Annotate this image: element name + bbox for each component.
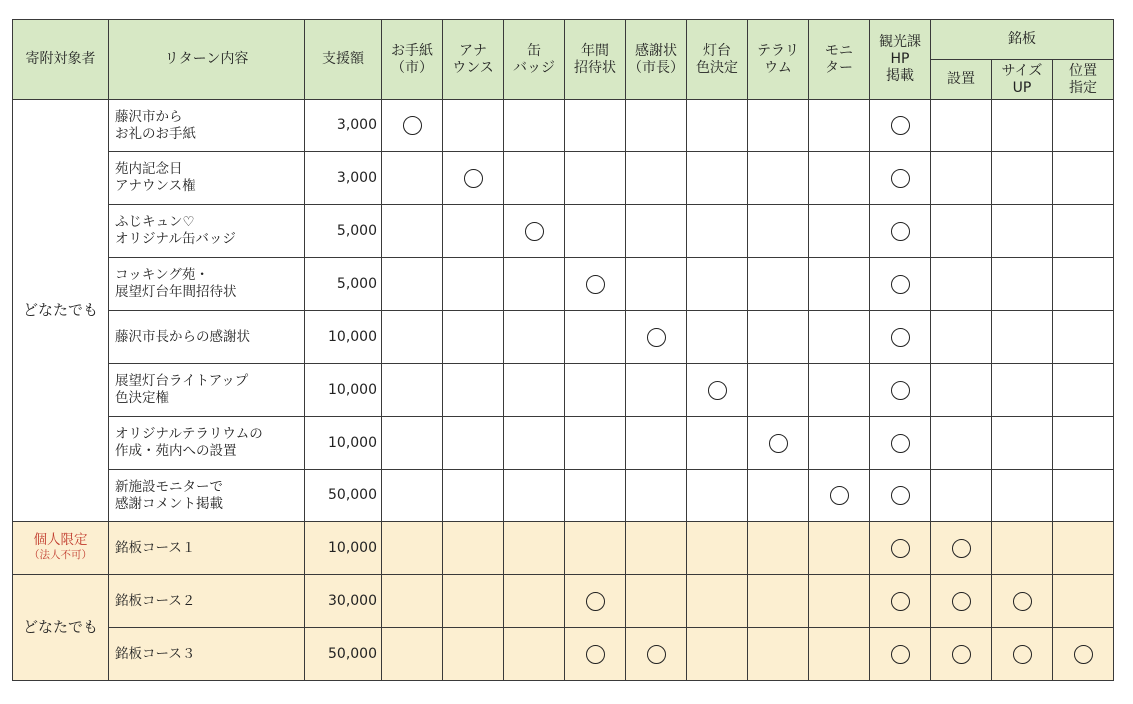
return-line: ふじキュン♡ — [115, 214, 195, 230]
header-plate-install: 設置 — [931, 60, 992, 100]
return-line: 感謝コメント掲載 — [115, 495, 223, 512]
mark-cell — [1053, 575, 1114, 628]
header-terrarium — [748, 20, 809, 100]
header-line: UP — [1012, 79, 1032, 96]
return-line: 展望灯台ライトアップ — [115, 373, 249, 389]
mark-cell — [687, 522, 748, 575]
support-amount: 50,000 — [305, 470, 382, 522]
mark-cell — [748, 628, 809, 681]
support-amount: 50,000 — [305, 628, 382, 681]
mark-cell — [992, 417, 1053, 470]
header-announce — [443, 20, 504, 100]
mark-cell — [992, 470, 1053, 522]
circle-mark-icon — [464, 169, 483, 188]
mark-cell — [870, 258, 931, 311]
mark-cell — [1053, 205, 1114, 258]
mark-cell — [443, 152, 504, 205]
mark-cell — [931, 522, 992, 575]
mark-cell — [382, 364, 443, 417]
table-row — [13, 522, 1114, 575]
mark-cell — [992, 575, 1053, 628]
mark-cell — [504, 628, 565, 681]
mark-cell — [870, 522, 931, 575]
mark-cell — [809, 311, 870, 364]
mark-cell — [809, 364, 870, 417]
mark-cell — [504, 205, 565, 258]
mark-cell — [382, 100, 443, 152]
mark-cell — [809, 100, 870, 152]
header-line: ウンス — [452, 59, 494, 76]
header-certificate — [626, 20, 687, 100]
header-line: 指定 — [1069, 79, 1097, 96]
mark-cell — [626, 205, 687, 258]
mark-cell — [748, 311, 809, 364]
mark-cell — [1053, 522, 1114, 575]
mark-cell — [931, 417, 992, 470]
circle-mark-icon — [1013, 645, 1032, 664]
circle-mark-icon — [647, 645, 666, 664]
circle-mark-icon — [830, 486, 849, 505]
header-line: バッジ — [513, 59, 555, 76]
support-amount: 30,000 — [305, 575, 382, 628]
mark-cell — [870, 205, 931, 258]
return-line: 作成・苑内への設置 — [115, 443, 237, 459]
support-amount: 10,000 — [305, 522, 382, 575]
mark-cell — [565, 417, 626, 470]
mark-cell — [992, 522, 1053, 575]
mark-cell — [565, 628, 626, 681]
header-line: 年間 — [581, 42, 609, 59]
mark-cell — [748, 100, 809, 152]
circle-mark-icon — [891, 222, 910, 241]
mark-cell — [870, 628, 931, 681]
return-content — [109, 522, 305, 575]
header-lighthouse-color — [687, 20, 748, 100]
mark-cell — [504, 100, 565, 152]
header-annual-invite — [565, 20, 626, 100]
table-row — [13, 575, 1114, 628]
mark-cell — [382, 470, 443, 522]
mark-cell — [687, 100, 748, 152]
mark-cell — [504, 470, 565, 522]
mark-cell — [1053, 258, 1114, 311]
return-content — [109, 628, 305, 681]
mark-cell — [1053, 417, 1114, 470]
mark-cell — [687, 205, 748, 258]
table-row — [13, 417, 1114, 470]
group-individual-note: （法人不可） — [29, 549, 92, 561]
mark-cell — [870, 575, 931, 628]
mark-cell — [382, 575, 443, 628]
mark-cell — [748, 364, 809, 417]
header-line: お手紙 — [391, 42, 433, 59]
circle-mark-icon — [891, 645, 910, 664]
mark-cell — [748, 152, 809, 205]
mark-cell — [992, 628, 1053, 681]
mark-cell — [931, 100, 992, 152]
return-table-wrapper — [12, 19, 1114, 681]
header-plate-position — [1053, 60, 1114, 100]
header-line: 招待状 — [574, 59, 616, 76]
mark-cell — [382, 205, 443, 258]
return-content — [109, 364, 305, 417]
mark-cell — [992, 258, 1053, 311]
circle-mark-icon — [952, 539, 971, 558]
return-content — [109, 575, 305, 628]
mark-cell — [931, 364, 992, 417]
mark-cell — [382, 152, 443, 205]
table-row — [13, 470, 1114, 522]
mark-cell — [931, 628, 992, 681]
mark-cell — [931, 258, 992, 311]
mark-cell — [748, 205, 809, 258]
mark-cell — [565, 311, 626, 364]
mark-cell — [565, 258, 626, 311]
mark-cell — [931, 205, 992, 258]
circle-mark-icon — [769, 434, 788, 453]
circle-mark-icon — [891, 434, 910, 453]
header-line: ウム — [764, 59, 792, 76]
mark-cell — [687, 575, 748, 628]
mark-cell — [626, 364, 687, 417]
mark-cell — [382, 522, 443, 575]
mark-cell — [870, 152, 931, 205]
mark-cell — [748, 575, 809, 628]
table-row — [13, 628, 1114, 681]
header-line: 灯台 — [703, 42, 731, 59]
circle-mark-icon — [586, 275, 605, 294]
mark-cell — [626, 258, 687, 311]
header-line: モニ — [825, 42, 853, 59]
header-line: 掲載 — [886, 68, 914, 84]
mark-cell — [992, 364, 1053, 417]
table-row — [13, 364, 1114, 417]
mark-cell — [565, 205, 626, 258]
header-donor: 寄附対象者 — [13, 20, 109, 100]
mark-cell — [992, 205, 1053, 258]
mark-cell — [809, 258, 870, 311]
group-individual-label: 個人限定 — [33, 532, 88, 548]
table-row — [13, 258, 1114, 311]
mark-cell — [748, 417, 809, 470]
mark-cell — [687, 364, 748, 417]
return-content — [109, 205, 305, 258]
mark-cell — [443, 258, 504, 311]
mark-cell — [443, 100, 504, 152]
group-individual — [13, 522, 109, 575]
header-line: テラリ — [757, 42, 799, 59]
mark-cell — [687, 470, 748, 522]
header-plate-size-up — [992, 60, 1053, 100]
mark-cell — [992, 311, 1053, 364]
support-amount: 10,000 — [305, 311, 382, 364]
return-line: コッキング苑・ — [115, 267, 209, 283]
return-line: 展望灯台年間招待状 — [115, 284, 237, 300]
mark-cell — [565, 152, 626, 205]
mark-cell — [443, 628, 504, 681]
mark-cell — [1053, 311, 1114, 364]
mark-cell — [565, 522, 626, 575]
support-amount: 10,000 — [305, 364, 382, 417]
circle-mark-icon — [586, 645, 605, 664]
mark-cell — [504, 364, 565, 417]
mark-cell — [626, 311, 687, 364]
circle-mark-icon — [525, 222, 544, 241]
mark-cell — [443, 205, 504, 258]
header-line: アナ — [459, 42, 487, 59]
return-content — [109, 470, 305, 522]
mark-cell — [870, 364, 931, 417]
header-badge — [504, 20, 565, 100]
return-line: お礼のお手紙 — [115, 125, 196, 142]
group-anyone-plate: どなたでも — [13, 575, 109, 681]
mark-cell — [1053, 470, 1114, 522]
circle-mark-icon — [1013, 592, 1032, 611]
mark-cell — [443, 575, 504, 628]
return-table — [12, 19, 1114, 681]
mark-cell — [1053, 364, 1114, 417]
mark-cell — [626, 522, 687, 575]
return-line: アナウンス権 — [115, 178, 196, 194]
circle-mark-icon — [952, 645, 971, 664]
table-row — [13, 100, 1114, 152]
return-content — [109, 152, 305, 205]
mark-cell — [443, 522, 504, 575]
circle-mark-icon — [891, 592, 910, 611]
mark-cell — [931, 470, 992, 522]
mark-cell — [809, 522, 870, 575]
mark-cell — [687, 152, 748, 205]
header-line: 缶 — [527, 42, 541, 59]
return-content — [109, 258, 305, 311]
mark-cell — [809, 205, 870, 258]
header-line: サイズ — [1001, 62, 1043, 79]
mark-cell — [870, 311, 931, 364]
return-line: 銘板コース３ — [115, 645, 196, 662]
mark-cell — [809, 575, 870, 628]
return-line: 新施設モニターで — [115, 478, 223, 495]
mark-cell — [565, 100, 626, 152]
mark-cell — [931, 311, 992, 364]
circle-mark-icon — [708, 381, 727, 400]
mark-cell — [504, 575, 565, 628]
mark-cell — [565, 470, 626, 522]
header-line: HP — [890, 51, 910, 67]
mark-cell — [748, 522, 809, 575]
mark-cell — [504, 311, 565, 364]
header-line: 位置 — [1069, 62, 1097, 79]
circle-mark-icon — [891, 169, 910, 188]
mark-cell — [870, 417, 931, 470]
header-line: ター — [825, 59, 853, 76]
mark-cell — [1053, 100, 1114, 152]
mark-cell — [504, 522, 565, 575]
return-content — [109, 417, 305, 470]
header-line: 観光課 — [879, 34, 921, 50]
support-amount: 3,000 — [305, 100, 382, 152]
mark-cell — [382, 311, 443, 364]
return-line: 藤沢市長からの感謝状 — [115, 328, 250, 345]
mark-cell — [687, 311, 748, 364]
mark-cell — [809, 470, 870, 522]
mark-cell — [626, 100, 687, 152]
return-line: オリジナル缶バッジ — [115, 231, 236, 247]
support-amount: 3,000 — [305, 152, 382, 205]
header-return: リターン内容 — [109, 20, 305, 100]
mark-cell — [504, 258, 565, 311]
mark-cell — [443, 417, 504, 470]
mark-cell — [687, 417, 748, 470]
circle-mark-icon — [891, 275, 910, 294]
mark-cell — [382, 417, 443, 470]
header-monitor — [809, 20, 870, 100]
mark-cell — [809, 417, 870, 470]
table-row — [13, 311, 1114, 364]
mark-cell — [992, 100, 1053, 152]
table-row — [13, 205, 1114, 258]
mark-cell — [443, 470, 504, 522]
mark-cell — [870, 100, 931, 152]
mark-cell — [1053, 628, 1114, 681]
mark-cell — [504, 417, 565, 470]
mark-cell — [809, 152, 870, 205]
mark-cell — [931, 575, 992, 628]
mark-cell — [626, 628, 687, 681]
mark-cell — [382, 258, 443, 311]
header-tourism-hp — [870, 20, 931, 100]
mark-cell — [443, 364, 504, 417]
return-line: 苑内記念日 — [115, 161, 183, 177]
mark-cell — [748, 258, 809, 311]
circle-mark-icon — [891, 486, 910, 505]
mark-cell — [870, 470, 931, 522]
circle-mark-icon — [586, 592, 605, 611]
return-line: オリジナルテラリウムの — [115, 426, 263, 442]
circle-mark-icon — [1074, 645, 1093, 664]
mark-cell — [382, 628, 443, 681]
circle-mark-icon — [952, 592, 971, 611]
mark-cell — [626, 417, 687, 470]
return-content — [109, 311, 305, 364]
support-amount: 5,000 — [305, 205, 382, 258]
support-amount: 5,000 — [305, 258, 382, 311]
header-line: （市長） — [628, 59, 684, 76]
mark-cell — [687, 258, 748, 311]
circle-mark-icon — [891, 381, 910, 400]
header-line: 感謝状 — [635, 42, 677, 59]
header-line: （市） — [391, 59, 433, 76]
group-anyone: どなたでも — [13, 100, 109, 522]
return-line: 銘板コース１ — [115, 539, 196, 556]
mark-cell — [626, 152, 687, 205]
mark-cell — [565, 575, 626, 628]
support-amount: 10,000 — [305, 417, 382, 470]
mark-cell — [626, 470, 687, 522]
table-row — [13, 152, 1114, 205]
mark-cell — [443, 311, 504, 364]
circle-mark-icon — [403, 116, 422, 135]
header-plate: 銘板 — [931, 20, 1114, 60]
mark-cell — [748, 470, 809, 522]
header-letter — [382, 20, 443, 100]
return-content — [109, 100, 305, 152]
circle-mark-icon — [647, 328, 666, 347]
circle-mark-icon — [891, 328, 910, 347]
mark-cell — [1053, 152, 1114, 205]
mark-cell — [809, 628, 870, 681]
circle-mark-icon — [891, 539, 910, 558]
header-line: 色決定 — [696, 59, 738, 76]
mark-cell — [992, 152, 1053, 205]
return-line: 色決定権 — [115, 390, 169, 406]
mark-cell — [565, 364, 626, 417]
return-line: 銘板コース２ — [115, 592, 196, 609]
mark-cell — [626, 575, 687, 628]
circle-mark-icon — [891, 116, 910, 135]
mark-cell — [504, 152, 565, 205]
mark-cell — [931, 152, 992, 205]
header-amount: 支援額 — [305, 20, 382, 100]
return-line: 藤沢市から — [115, 108, 183, 125]
mark-cell — [687, 628, 748, 681]
